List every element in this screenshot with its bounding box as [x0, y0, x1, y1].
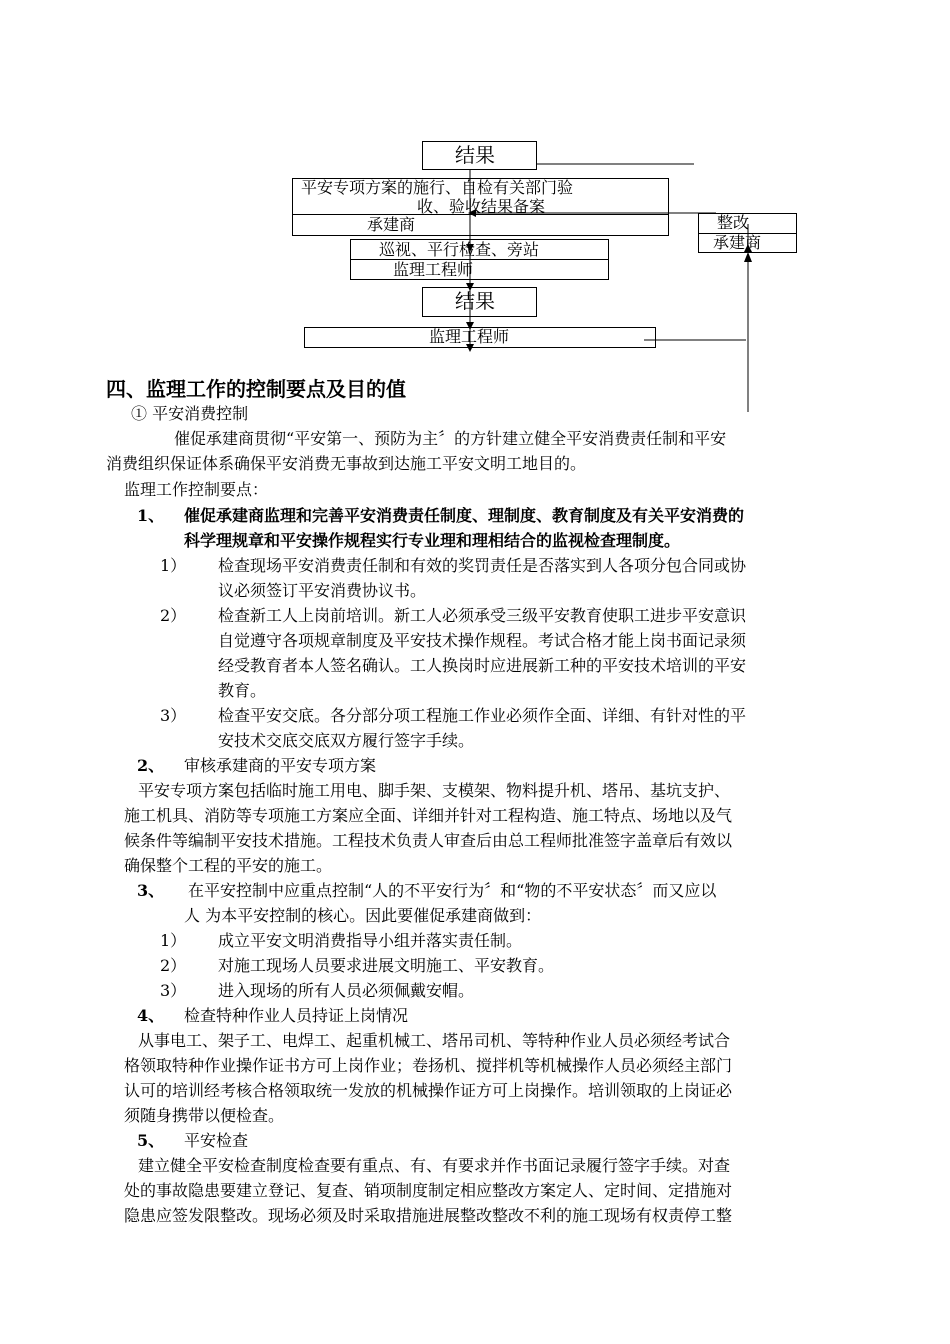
point-1-item-1-line-2: 议必须签订平安消费协议书。: [218, 581, 427, 600]
point-1-item-2-line-4: 教育。: [218, 681, 267, 700]
intro-line-2: 消费组织保证体系确保平安消费无事故到达施工平安文明工地目的。: [106, 454, 587, 473]
point-2-line-2: 施工机具、消防等专项施工方案应全面、详细并针对工程构造、施工特点、场地以及气: [124, 806, 733, 825]
point-5-line-3: 隐患应签发限整改。现场必须及时采取措施进展整改整改不利的施工现场有权责停工整: [124, 1206, 733, 1225]
result-top-label: 结果: [455, 143, 495, 167]
point-1-item-3-line-2: 安技术交底交底双方履行签字手续。: [218, 731, 475, 750]
point-3-item-1: 成立平安文明消费指导小组并落实责任制。: [218, 931, 523, 950]
point-4-line-3: 认可的培训经考核合格领取统一发放的机械操作证方可上岗操作。培训领取的上岗证必: [124, 1081, 733, 1100]
section-title: 四、监理工作的控制要点及目的值: [106, 377, 406, 401]
point-1-item-1-line-1: 检查现场平安消费责任制和有效的奖罚责任是否落实到人各项分包合同或协: [218, 556, 747, 575]
point-1-item-3-line-1: 检查平安交底。各分部分项工程施工作业必须作全面、详细、有针对性的平: [218, 706, 747, 725]
point-4-title: 检查特种作业人员持证上岗情况: [184, 1006, 409, 1025]
point-2-number: 2、: [137, 756, 165, 775]
point-1-item-2-line-1: 检查新工人上岗前培训。新工人必须承受三级平安教育使职工进步平安意识: [218, 606, 747, 625]
result-box-bottom: [422, 287, 537, 317]
subsection-1-title: ① 平安消费控制: [131, 404, 249, 423]
point-5-line-2: 处的事故隐患要建立登记、复查、销项制度制定相应整改方案定人、定时间、定措施对: [124, 1181, 733, 1200]
point-3-item-3: 进入现场的所有人员必须佩戴安帽。: [218, 981, 475, 1000]
point-3-item-3-number: 3）: [160, 981, 187, 1000]
rectify-box: [698, 213, 797, 253]
point-2-line-3: 候条件等编制平安技术措施。工程技术负责人审查后由总工程师批准签字盖章后有效以: [124, 831, 733, 850]
point-1-item-2-line-3: 经受教育者本人签名确认。工人换岗时应进展新工种的平安技术培训的平安: [218, 656, 747, 675]
point-3-line-1: 在平安控制中应重点控制“人的不平安行为〞和“物的不平安状态〞而又应以: [188, 881, 717, 900]
point-5-title: 平安检查: [184, 1131, 249, 1150]
point-1-line-1: 催促承建商监理和完善平安消费责任制度、理制度、教育制度及有关平安消费的: [184, 506, 745, 525]
point-3-line-2: 人 为本平安控制的核心。因此要催促承建商做到：: [184, 906, 542, 925]
point-4-line-4: 须随身携带以便检查。: [124, 1106, 285, 1125]
result-box-top: [422, 141, 537, 170]
scheme-line-1: 平安专项方案的施行、自检有关部门验: [301, 178, 574, 197]
point-1-number: 1、: [137, 506, 165, 525]
point-2-title: 审核承建商的平安专项方案: [184, 756, 377, 775]
contractor-label-2: 承建商: [713, 233, 762, 252]
inspect-box: [350, 239, 609, 280]
point-1-item-3-number: 3）: [160, 706, 187, 725]
point-2-line-1: 平安专项方案包括临时施工用电、脚手架、支模架、物料提升机、塔吊、基坑支护、: [138, 781, 731, 800]
point-3-item-2: 对施工现场人员要求进展文明施工、平安教育。: [218, 956, 555, 975]
inspect-label: 巡视、平行检查、旁站: [379, 240, 540, 259]
engineer-box-2: [304, 327, 656, 348]
point-3-item-2-number: 2）: [160, 956, 187, 975]
point-5-number: 5、: [137, 1131, 165, 1150]
rectify-label: 整改: [717, 213, 750, 232]
point-1-item-2-line-2: 自觉遵守各项规章制度及平安技术操作规程。考试合格才能上岗书面记录须: [218, 631, 747, 650]
scheme-line-2: 收、验收结果备案: [417, 197, 546, 216]
intro-line-1: 催促承建商贯彻“平安第一、预防为主〞的方针建立健全平安消费责任制和平安: [174, 429, 727, 448]
point-1-line-2: 科学理规章和平安操作规程实行专业理和理相结合的监视检查理制度。: [184, 531, 681, 550]
engineer-label-2: 监理工程师: [429, 327, 510, 346]
result-bottom-label: 结果: [455, 289, 495, 313]
points-label: 监理工作控制要点：: [124, 480, 269, 499]
contractor-box-1: [292, 214, 669, 236]
point-3-number: 3、: [137, 881, 165, 900]
point-4-line-1: 从事电工、架子工、电焊工、起重机械工、塔吊司机、等特种作业人员必须经考试合: [138, 1031, 731, 1050]
point-1-item-2-number: 2）: [160, 606, 187, 625]
point-3-item-1-number: 1）: [160, 931, 187, 950]
point-2-line-4: 确保整个工程的平安的施工。: [124, 856, 333, 875]
point-4-line-2: 格领取特种作业操作证书方可上岗作业；卷扬机、搅拌机等机械操作人员必须经主部门: [124, 1056, 733, 1075]
scheme-box: [292, 178, 669, 214]
point-5-line-1: 建立健全平安检查制度检查要有重点、有、有要求并作书面记录履行签字手续。对查: [138, 1156, 731, 1175]
contractor-label-1: 承建商: [367, 215, 416, 234]
engineer-label-1: 监理工程师: [393, 260, 474, 279]
point-4-number: 4、: [137, 1006, 165, 1025]
point-1-item-1-number: 1）: [160, 556, 187, 575]
